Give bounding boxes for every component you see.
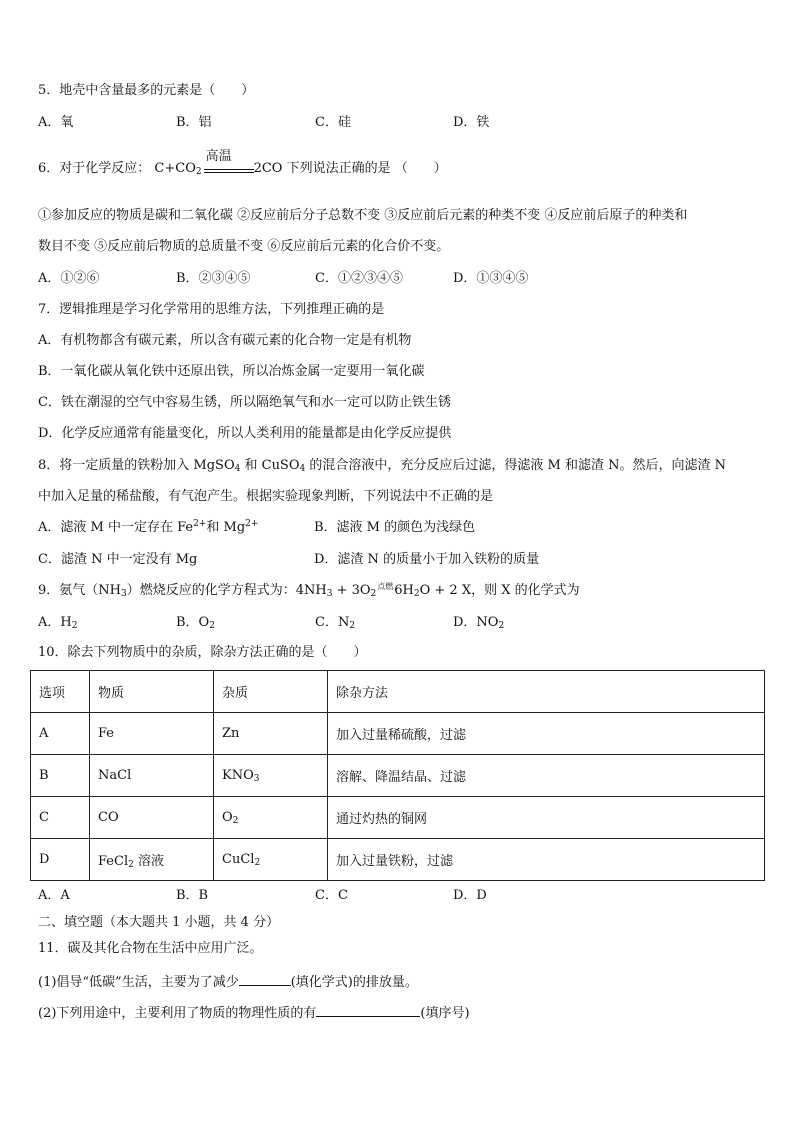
table-cell: Fe [90, 713, 214, 755]
superscript: 2+ [245, 519, 259, 529]
option-text: D．NO [453, 615, 499, 630]
q6-statements-line1: ①参加反应的物质是碳和二氧化碳 ②反应前后分子总数不变 ③反应前后元素的种类不变 ④反应前后原子的种类和 [38, 208, 688, 223]
table-cell: NaCl [90, 755, 214, 797]
subscript: 4 [234, 464, 241, 474]
q7-option-a: A．有机物都含有碳元素，所以含有碳元素的化合物一定是有机物 [38, 333, 412, 348]
cell-text: 溶液 [133, 854, 164, 869]
q11-part1 [38, 971, 418, 992]
cell-text: KNO [222, 768, 254, 783]
q11-p2-text-2: (填序号) [420, 1006, 470, 1021]
header-cell: 物质 [90, 671, 214, 713]
q10-option-a: A．A [38, 888, 70, 903]
table-cell: CO [90, 797, 214, 839]
q8-option-b: B．滤液 M 的颜色为浅绿色 [314, 520, 476, 535]
header-cell: 选项 [31, 671, 90, 713]
subscript: 2 [349, 621, 356, 631]
q9-option-d [453, 614, 504, 632]
q9-text: O + 2 X，则 X 的化学式为 [419, 583, 580, 598]
q5-option-b: B．铝 [176, 115, 212, 130]
q8-opta-text: A．滤液 M 中一定存在 Fe [38, 520, 194, 535]
purification-table [30, 670, 765, 881]
q8-option-d: D．滤渣 N 的质量小于加入铁粉的质量 [314, 552, 540, 567]
option-text: A．H [38, 615, 72, 630]
subscript: 4 [299, 464, 306, 474]
reaction-arrow [202, 149, 254, 178]
q9-text: 9．氨气（NH [38, 583, 121, 598]
q6-option-a: A．①②⑥ [38, 271, 100, 286]
q8-text-a: 8．将一定质量的铁粉加入 MgSO [38, 458, 235, 473]
q11-p1-text-2: (填化学式)的排放量。 [290, 975, 418, 990]
subscript: 2 [128, 860, 134, 870]
q7-option-b: B．一氧化碳从氧化铁中还原出铁，所以冶炼金属一定要用一氧化碳 [38, 364, 425, 379]
subscript: 2 [71, 621, 78, 631]
subscript: 2 [370, 589, 377, 599]
section-title: 二、填空题（本大题共 1 小题，共 4 分） [38, 915, 280, 930]
q11-stem: 11．碳及其化合物在生活中应用广泛。 [38, 941, 263, 956]
cell-text: FeCl [98, 854, 129, 869]
cell-text: O [222, 810, 233, 825]
table-cell [90, 839, 214, 881]
option-text: B．O [176, 615, 210, 630]
q8-text-c: 的混合溶液中，充分反应后过滤，得滤液 M 和滤渣 N。然后，向滤渣 N [309, 458, 726, 473]
q10-option-b: B．B [176, 888, 209, 903]
q11-p2-text: (2)下列用途中，主要利用了物质的物理性质的有 [38, 1006, 317, 1021]
table-cell: Zn [214, 713, 328, 755]
q11-part2 [38, 1002, 470, 1023]
q5-option-a: A．氧 [38, 115, 74, 130]
table-cell: C [31, 797, 90, 839]
answer-blank[interactable] [316, 1002, 420, 1017]
table-cell: 加入过量稀硫酸，过滤 [328, 713, 765, 755]
superscript: 2+ [193, 519, 207, 529]
q10-stem: 10．除去下列物质中的杂质，除杂方法正确的是（ ） [38, 645, 367, 660]
q7-option-d: D．化学反应通常有能量变化，所以人类利用的能量都是由化学反应提供 [38, 426, 452, 441]
table-row [31, 839, 765, 881]
subscript: 2 [498, 621, 505, 631]
q9-text: + 3O [332, 583, 371, 598]
q9-text: ）燃烧反应的化学方程式为：4NH [126, 583, 327, 598]
q5-option-d: D．铁 [453, 115, 490, 130]
table-cell: 溶解、降温结晶、过滤 [328, 755, 765, 797]
subscript: 3 [326, 589, 333, 599]
q10-option-c: C．C [315, 888, 348, 903]
q8-stem-line1 [38, 457, 726, 475]
q5-stem: 5．地壳中含量最多的元素是（ ） [38, 83, 255, 98]
option-text: C．N [315, 615, 350, 630]
q7-stem: 7．逻辑推理是学习化学常用的思维方法，下列推理正确的是 [38, 302, 385, 317]
q6-prefix: 6．对于化学反应： C+CO [38, 161, 196, 176]
q9-stem [38, 582, 580, 601]
subscript: 3 [120, 589, 127, 599]
q6-stem [38, 149, 447, 178]
q5-option-c: C．硅 [315, 115, 351, 130]
table-cell: D [31, 839, 90, 881]
table-row [31, 755, 765, 797]
table-cell: 加入过量铁粉，过滤 [328, 839, 765, 881]
subscript: 2 [254, 858, 261, 868]
subscript: 3 [253, 774, 260, 784]
q6-option-d: D．①③④⑤ [453, 271, 529, 286]
q11-p1-text: (1)倡导“低碳”生活，主要为了减少 [38, 975, 239, 990]
q7-option-c: C．铁在潮湿的空气中容易生锈，所以隔绝氧气和水一定可以防止铁生锈 [38, 395, 451, 410]
q6-product-suffix: 2CO 下列说法正确的是 （ ） [253, 161, 447, 176]
table-row [31, 713, 765, 755]
q6-option-b: B．②③④⑤ [176, 271, 251, 286]
table-cell [214, 755, 328, 797]
q8-option-a [38, 519, 258, 537]
q8-text-b: 和 CuSO [244, 458, 300, 473]
q9-text: 6H [394, 583, 414, 598]
header-cell: 除杂方法 [328, 671, 765, 713]
q8-option-c: C．滤渣 N 中一定没有 Mg [38, 552, 198, 567]
table-row [31, 797, 765, 839]
equal-bar [204, 172, 254, 173]
q8-stem-line2: 中加入足量的稀盐酸，有气泡产生。根据实验现象判断，下列说法中不正确的是 [38, 489, 494, 504]
table-cell: B [31, 755, 90, 797]
answer-blank[interactable] [239, 971, 291, 986]
equal-bar [204, 169, 254, 170]
table-header-row [31, 671, 765, 713]
q6-reactant-sub: 2 [195, 167, 202, 177]
subscript: 2 [232, 816, 239, 826]
header-cell: 杂质 [214, 671, 328, 713]
q10-option-d: D．D [453, 888, 487, 903]
cell-text: CuCl [222, 852, 255, 867]
reaction-condition: 高温 [205, 149, 232, 164]
q9-option-b [176, 614, 215, 632]
subscript: 2 [209, 621, 215, 631]
subscript: 2 [413, 589, 420, 599]
table-cell [214, 839, 328, 881]
q6-statements-line2: 数目不变 ⑤反应前后物质的总质量不变 ⑥反应前后元素的化合价不变。 [38, 239, 450, 254]
q8-opta-text-2: 和 Mg [206, 520, 246, 535]
table-cell: A [31, 713, 90, 755]
table-cell [214, 797, 328, 839]
q9-option-a [38, 614, 77, 632]
reaction-condition: 点燃 [377, 582, 394, 591]
q9-option-c [315, 614, 355, 632]
q6-option-c: C．①②③④⑤ [315, 271, 403, 286]
table-cell: 通过灼热的铜网 [328, 797, 765, 839]
